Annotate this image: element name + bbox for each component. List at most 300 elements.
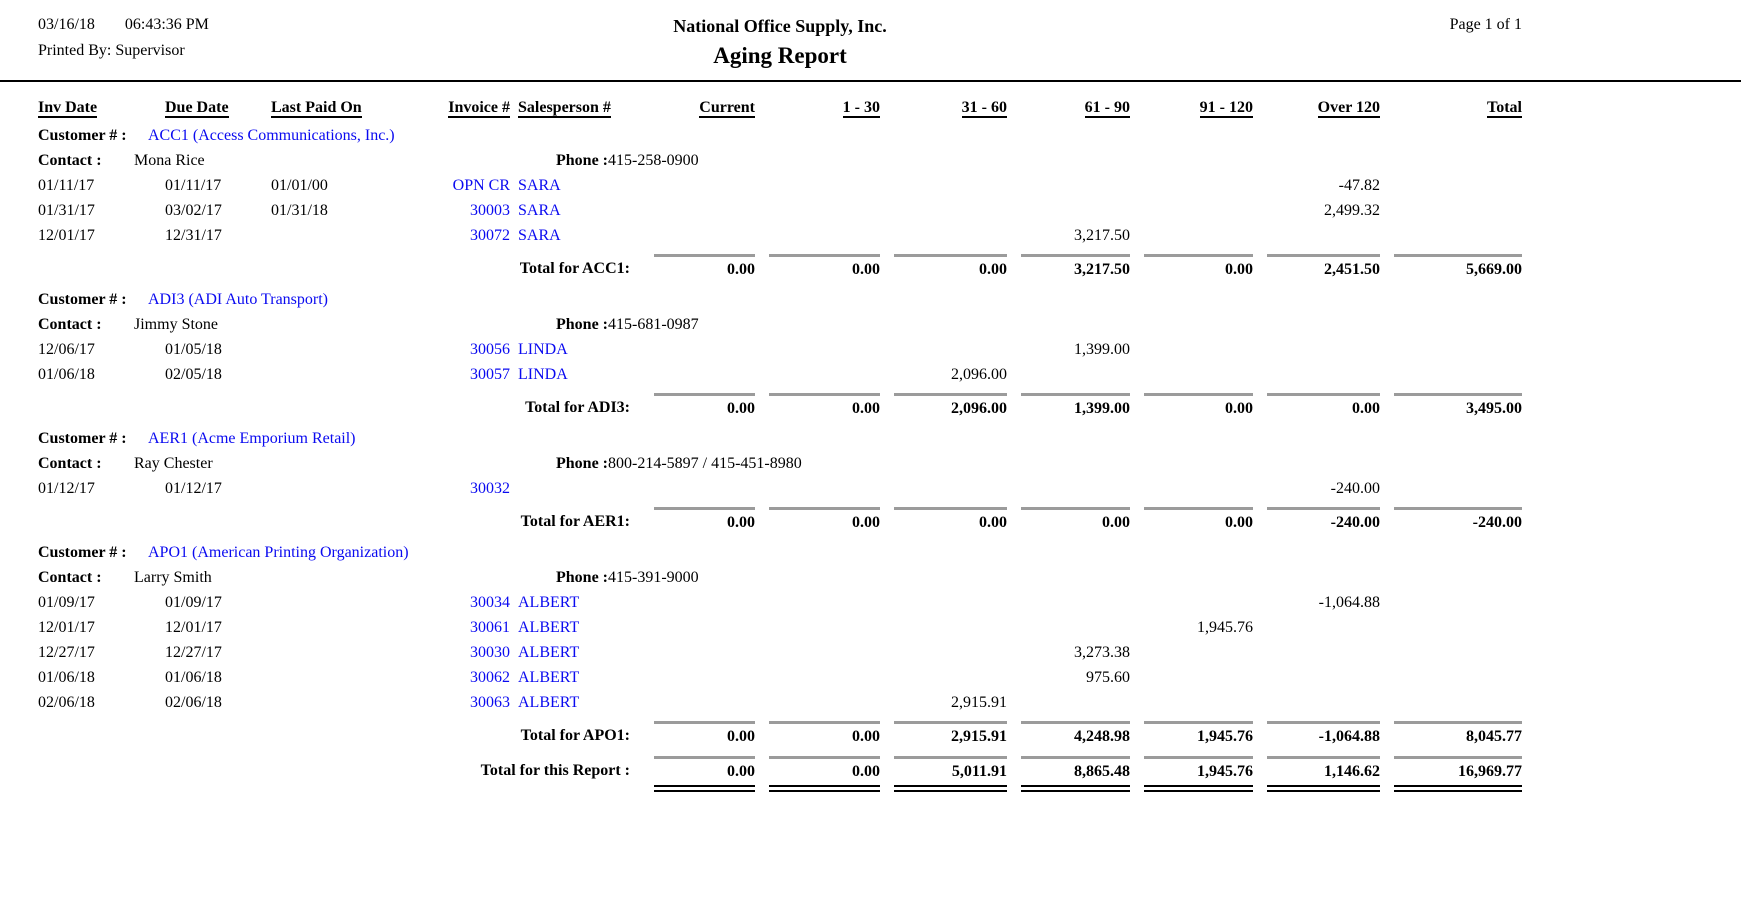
customer-total-row-amount-total-cell <box>1380 254 1522 280</box>
phone-label: Phone : <box>556 569 608 586</box>
header-left <box>38 16 358 69</box>
amount-current <box>640 476 755 501</box>
report-title: Aging Report <box>713 43 847 68</box>
last-paid-cell <box>271 223 416 248</box>
contact-label: Contact : <box>38 152 102 169</box>
col-header-last-paid-on: Last Paid On <box>271 99 362 116</box>
column-rule <box>769 507 880 510</box>
amount-1-30 <box>755 690 880 715</box>
report-total-row-amount-91-120: 1,945.76 <box>1197 763 1253 780</box>
report-total-row-label: Total for this Report : <box>480 762 630 779</box>
amount-91-120: 1,945.76 <box>1197 619 1253 636</box>
column-rule <box>769 393 880 396</box>
customer-total-row-amount-total: -240.00 <box>1472 514 1522 531</box>
customer-total-row <box>38 721 1741 747</box>
phone-label: Phone : <box>556 316 608 333</box>
customer-total-row-amount-total: 3,495.00 <box>1466 400 1522 417</box>
invoice-row <box>38 337 1741 362</box>
contact-row <box>38 148 1741 173</box>
inv-date-cell: 12/27/17 <box>38 644 95 661</box>
amount-91-120 <box>1130 223 1253 248</box>
customer-row <box>38 287 1741 312</box>
column-rule <box>894 756 1007 759</box>
amount-1-30 <box>755 590 880 615</box>
amount-31-60 <box>880 223 1007 248</box>
printed-by-label: Printed By: <box>38 42 112 59</box>
salesperson <box>510 476 640 501</box>
amount-61-90 <box>1007 615 1130 640</box>
contact-label: Contact : <box>38 316 102 333</box>
customer-total-row-label: Total for APO1: <box>520 727 630 744</box>
due-date-cell: 01/09/17 <box>165 594 222 611</box>
contact-label: Contact : <box>38 569 102 586</box>
inv-date-cell: 01/09/17 <box>38 594 95 611</box>
col-header-31-60-cell <box>880 95 1007 120</box>
invoice-row <box>38 173 1741 198</box>
amount-current <box>640 665 755 690</box>
amount-total <box>1380 590 1522 615</box>
amount-over-120 <box>1253 615 1380 640</box>
customer-total-row-amount-31-60-cell <box>880 254 1007 280</box>
amount-over-120 <box>1253 665 1380 690</box>
col-header-invoice: Invoice # <box>448 99 510 116</box>
amount-91-120 <box>1130 173 1253 198</box>
inv-date-cell: 01/31/17 <box>38 202 95 219</box>
amount-61-90: 3,217.50 <box>1074 227 1130 244</box>
amount-1-30 <box>755 173 880 198</box>
contact-row <box>38 451 1741 476</box>
amount-91-120 <box>1130 640 1253 665</box>
inv-date-cell: 02/06/18 <box>38 694 95 711</box>
customer-total-row-amount-total-cell <box>1380 721 1522 747</box>
phone-value: 415-391-9000 <box>608 569 699 586</box>
contact-row <box>38 565 1741 590</box>
invoice-row <box>38 665 1741 690</box>
invoice-number: 30062 <box>470 669 510 686</box>
phone-value: 415-681-0987 <box>608 316 699 333</box>
customer-total-row-amount-61-90: 0.00 <box>1102 514 1130 531</box>
column-rule <box>894 721 1007 724</box>
column-rule <box>1021 507 1130 510</box>
amount-1-30 <box>755 615 880 640</box>
customer-total-row-amount-over-120: -1,064.88 <box>1318 728 1380 745</box>
customer-total-row-amount-61-90: 3,217.50 <box>1074 261 1130 278</box>
col-header-due-date: Due Date <box>165 99 229 116</box>
inv-date-cell: 12/06/17 <box>38 341 95 358</box>
report-total-row-amount-1-30-cell <box>755 756 880 792</box>
column-rule <box>769 721 880 724</box>
col-header-current: Current <box>699 99 755 116</box>
amount-over-120 <box>1253 362 1380 387</box>
due-date-cell: 12/27/17 <box>165 644 222 661</box>
col-header-total-cell <box>1380 95 1522 120</box>
customer-total-row <box>38 254 1741 280</box>
col-header-over-120: Over 120 <box>1317 99 1380 116</box>
customer-total-row-amount-current: 0.00 <box>727 514 755 531</box>
amount-61-90: 1,399.00 <box>1074 341 1130 358</box>
customer-total-row-amount-61-90: 4,248.98 <box>1074 728 1130 745</box>
invoice-row <box>38 362 1741 387</box>
amount-total <box>1380 337 1522 362</box>
inv-date-cell: 01/11/17 <box>38 177 95 194</box>
customer-number-label: Customer # : <box>38 544 127 561</box>
col-header-last-paid-on-cell <box>271 95 416 120</box>
customer-total-row-amount-1-30-cell <box>755 507 880 533</box>
amount-1-30 <box>755 198 880 223</box>
double-underline <box>1021 785 1130 792</box>
customer-number-label: Customer # : <box>38 430 127 447</box>
amount-1-30 <box>755 665 880 690</box>
customer-total-row-amount-total: 8,045.77 <box>1466 728 1522 745</box>
amount-91-120 <box>1130 476 1253 501</box>
report-total-row-amount-91-120-cell <box>1130 756 1253 792</box>
customer-total-row-amount-61-90-cell <box>1007 393 1130 419</box>
due-date-cell: 12/01/17 <box>165 619 222 636</box>
inv-date-cell: 12/01/17 <box>38 619 95 636</box>
phone-label: Phone : <box>556 152 608 169</box>
customer-total-row-amount-over-120-cell <box>1253 254 1380 280</box>
amount-total <box>1380 615 1522 640</box>
customer-total-row-amount-91-120-cell <box>1130 393 1253 419</box>
amount-91-120 <box>1130 690 1253 715</box>
column-header-row <box>38 95 1741 120</box>
salesperson: ALBERT <box>518 669 580 686</box>
last-paid-cell <box>271 615 416 640</box>
amount-current <box>640 615 755 640</box>
amount-91-120 <box>1130 590 1253 615</box>
invoice-number: 30061 <box>470 619 510 636</box>
inv-date-cell: 01/06/18 <box>38 366 95 383</box>
amount-61-90 <box>1007 476 1130 501</box>
amount-total <box>1380 476 1522 501</box>
amount-over-120 <box>1253 640 1380 665</box>
contact-name: Mona Rice <box>134 152 205 169</box>
company-name: National Office Supply, Inc. <box>673 16 887 36</box>
col-header-salesperson-cell <box>510 95 640 120</box>
amount-91-120 <box>1130 362 1253 387</box>
last-paid-cell: 01/01/00 <box>271 177 328 194</box>
amount-31-60 <box>880 590 1007 615</box>
column-rule <box>654 393 755 396</box>
customer-number-label: Customer # : <box>38 291 127 308</box>
last-paid-cell <box>271 476 416 501</box>
amount-61-90 <box>1007 198 1130 223</box>
report-total-row <box>38 756 1741 792</box>
column-rule <box>1394 756 1522 759</box>
customer-total-row-amount-31-60-cell <box>880 507 1007 533</box>
customer-name: AER1 (Acme Emporium Retail) <box>148 430 356 447</box>
invoice-number: 30034 <box>470 594 510 611</box>
invoice-row <box>38 476 1741 501</box>
amount-over-120: -47.82 <box>1338 177 1380 194</box>
last-paid-cell <box>271 665 416 690</box>
amount-1-30 <box>755 337 880 362</box>
amount-current <box>640 590 755 615</box>
amount-total <box>1380 690 1522 715</box>
customer-total-row-amount-91-120-cell <box>1130 721 1253 747</box>
amount-61-90: 975.60 <box>1086 669 1130 686</box>
column-rule <box>894 507 1007 510</box>
amount-current <box>640 640 755 665</box>
due-date-cell: 02/06/18 <box>165 694 222 711</box>
customer-total-row-amount-current: 0.00 <box>727 728 755 745</box>
amount-total <box>1380 198 1522 223</box>
amount-over-120: -240.00 <box>1330 480 1380 497</box>
customer-total-row-amount-31-60-cell <box>880 721 1007 747</box>
customer-total-row-amount-total-cell <box>1380 507 1522 533</box>
amount-31-60 <box>880 476 1007 501</box>
amount-1-30 <box>755 223 880 248</box>
salesperson: ALBERT <box>518 644 580 661</box>
inv-date-cell: 01/06/18 <box>38 669 95 686</box>
contact-label: Contact : <box>38 455 102 472</box>
customer-total-row-amount-31-60: 2,915.91 <box>951 728 1007 745</box>
phone <box>556 148 699 173</box>
customer-total-row-amount-current-cell <box>640 721 755 747</box>
col-header-31-60: 31 - 60 <box>961 99 1007 116</box>
amount-31-60 <box>880 615 1007 640</box>
column-rule <box>769 756 880 759</box>
customer-total-row-amount-over-120: 0.00 <box>1352 400 1380 417</box>
customer-total-row <box>38 507 1741 533</box>
phone-label: Phone : <box>556 455 608 472</box>
invoice-row <box>38 640 1741 665</box>
column-rule <box>1144 507 1253 510</box>
contact-name: Larry Smith <box>134 569 212 586</box>
customer-row <box>38 123 1741 148</box>
invoice-number: 30056 <box>470 341 510 358</box>
customer-total-row-amount-61-90-cell <box>1007 507 1130 533</box>
amount-31-60: 2,096.00 <box>951 366 1007 383</box>
column-rule <box>654 254 755 257</box>
amount-31-60 <box>880 640 1007 665</box>
amount-61-90 <box>1007 362 1130 387</box>
customer-name: APO1 (American Printing Organization) <box>148 544 409 561</box>
due-date-cell: 01/05/18 <box>165 341 222 358</box>
amount-current <box>640 198 755 223</box>
amount-91-120 <box>1130 665 1253 690</box>
customer-total-row-amount-91-120: 0.00 <box>1225 514 1253 531</box>
amount-91-120 <box>1130 337 1253 362</box>
customer-name: ADI3 (ADI Auto Transport) <box>148 291 328 308</box>
amount-current <box>640 173 755 198</box>
invoice-row <box>38 590 1741 615</box>
customer-total-row-amount-over-120: 2,451.50 <box>1324 261 1380 278</box>
salesperson: ALBERT <box>518 594 580 611</box>
customer-total-row-amount-current-cell <box>640 254 755 280</box>
customer-total-row-amount-1-30: 0.00 <box>852 728 880 745</box>
amount-total <box>1380 665 1522 690</box>
customer-total-row-amount-current: 0.00 <box>727 400 755 417</box>
amount-31-60 <box>880 173 1007 198</box>
report-rows <box>38 123 1741 792</box>
customer-total-row <box>38 393 1741 419</box>
double-underline <box>769 785 880 792</box>
customer-total-row-amount-91-120: 0.00 <box>1225 400 1253 417</box>
customer-total-row-amount-1-30-cell <box>755 254 880 280</box>
column-rule <box>1144 254 1253 257</box>
column-rule <box>1021 756 1130 759</box>
col-header-61-90-cell <box>1007 95 1130 120</box>
double-underline <box>1267 785 1380 792</box>
amount-1-30 <box>755 476 880 501</box>
salesperson: SARA <box>518 177 561 194</box>
column-rule <box>1021 254 1130 257</box>
col-header-1-30: 1 - 30 <box>842 99 880 116</box>
report-header <box>0 0 1741 69</box>
col-header-91-120: 91 - 120 <box>1199 99 1253 116</box>
customer-total-row-amount-31-60: 2,096.00 <box>951 400 1007 417</box>
col-header-1-30-cell <box>755 95 880 120</box>
report-total-row-amount-over-120: 1,146.62 <box>1324 763 1380 780</box>
customer-row <box>38 426 1741 451</box>
due-date-cell: 02/05/18 <box>165 366 222 383</box>
last-paid-cell <box>271 590 416 615</box>
report-total-row-amount-total: 16,969.77 <box>1458 763 1522 780</box>
last-paid-cell <box>271 640 416 665</box>
col-header-total: Total <box>1487 99 1522 116</box>
customer-total-row-amount-current-cell <box>640 393 755 419</box>
print-date: 03/16/18 <box>38 16 95 33</box>
column-rule <box>1394 507 1522 510</box>
customer-total-row-amount-1-30: 0.00 <box>852 400 880 417</box>
column-rule <box>769 254 880 257</box>
amount-over-120: -1,064.88 <box>1318 594 1380 611</box>
customer-total-row-amount-61-90: 1,399.00 <box>1074 400 1130 417</box>
report-total-row-amount-current-cell <box>640 756 755 792</box>
column-rule <box>654 721 755 724</box>
amount-1-30 <box>755 362 880 387</box>
col-header-invoice-cell <box>416 95 510 120</box>
last-paid-cell <box>271 337 416 362</box>
phone <box>556 451 802 476</box>
amount-total <box>1380 223 1522 248</box>
printed-by <box>38 42 358 60</box>
invoice-number: 30003 <box>470 202 510 219</box>
column-rule <box>1144 756 1253 759</box>
amount-31-60 <box>880 665 1007 690</box>
phone-value: 415-258-0900 <box>608 152 699 169</box>
customer-total-row-label: Total for ADI3: <box>525 399 630 416</box>
amount-61-90 <box>1007 590 1130 615</box>
double-underline <box>1144 785 1253 792</box>
amount-1-30 <box>755 640 880 665</box>
salesperson: ALBERT <box>518 619 580 636</box>
amount-over-120 <box>1253 690 1380 715</box>
customer-total-row-amount-over-120-cell <box>1253 507 1380 533</box>
col-header-inv-date: Inv Date <box>38 99 98 116</box>
double-underline <box>894 785 1007 792</box>
customer-total-row-amount-91-120: 0.00 <box>1225 261 1253 278</box>
column-rule <box>1267 254 1380 257</box>
column-rule <box>1394 393 1522 396</box>
header-center <box>358 16 1202 69</box>
column-rule <box>894 254 1007 257</box>
invoice-row <box>38 615 1741 640</box>
page-indicator: Page 1 of 1 <box>1449 16 1522 33</box>
report-total-row-amount-31-60-cell <box>880 756 1007 792</box>
invoice-row <box>38 223 1741 248</box>
customer-total-row-amount-31-60: 0.00 <box>979 514 1007 531</box>
col-header-current-cell <box>640 95 755 120</box>
due-date-cell: 03/02/17 <box>165 202 222 219</box>
invoice-number: 30057 <box>470 366 510 383</box>
invoice-number: OPN CR <box>452 177 510 194</box>
amount-61-90 <box>1007 173 1130 198</box>
column-rule <box>1267 393 1380 396</box>
col-header-inv-date-cell <box>38 95 165 120</box>
amount-total <box>1380 362 1522 387</box>
col-header-over-120-cell <box>1253 95 1380 120</box>
customer-total-row-label: Total for ACC1: <box>519 260 630 277</box>
customer-total-row-amount-31-60: 0.00 <box>979 261 1007 278</box>
customer-total-row-amount-61-90-cell <box>1007 254 1130 280</box>
col-header-61-90: 61 - 90 <box>1084 99 1130 116</box>
report-total-row-amount-31-60: 5,011.91 <box>951 763 1007 780</box>
column-rule <box>1144 721 1253 724</box>
invoice-row <box>38 690 1741 715</box>
due-date-cell: 01/11/17 <box>165 177 222 194</box>
customer-total-row-amount-31-60-cell <box>880 393 1007 419</box>
last-paid-cell <box>271 362 416 387</box>
invoice-number: 30072 <box>470 227 510 244</box>
customer-total-row-amount-1-30-cell <box>755 721 880 747</box>
amount-current <box>640 223 755 248</box>
salesperson: LINDA <box>518 366 568 383</box>
amount-61-90 <box>1007 690 1130 715</box>
amount-over-120 <box>1253 223 1380 248</box>
phone-value: 800-214-5897 / 415-451-8980 <box>608 455 802 472</box>
double-underline <box>1394 785 1522 792</box>
amount-current <box>640 337 755 362</box>
customer-total-row-amount-over-120: -240.00 <box>1330 514 1380 531</box>
report-total-row-amount-total-cell <box>1380 756 1522 792</box>
salesperson: LINDA <box>518 341 568 358</box>
customer-total-row-amount-total-cell <box>1380 393 1522 419</box>
double-underline <box>654 785 755 792</box>
last-paid-cell: 01/31/18 <box>271 202 328 219</box>
invoice-number: 30032 <box>470 480 510 497</box>
customer-row <box>38 540 1741 565</box>
column-rule <box>1394 721 1522 724</box>
invoice-number: 30030 <box>470 644 510 661</box>
inv-date-cell: 12/01/17 <box>38 227 95 244</box>
column-rule <box>1144 393 1253 396</box>
column-rule <box>1021 721 1130 724</box>
col-header-salesperson: Salesperson # <box>518 99 611 116</box>
print-time: 06:43:36 PM <box>124 16 209 33</box>
customer-total-row-amount-over-120-cell <box>1253 393 1380 419</box>
amount-over-120 <box>1253 337 1380 362</box>
column-rule <box>1267 756 1380 759</box>
invoice-row <box>38 198 1741 223</box>
col-header-due-date-cell <box>165 95 271 120</box>
customer-total-row-amount-1-30: 0.00 <box>852 261 880 278</box>
amount-31-60 <box>880 198 1007 223</box>
salesperson: SARA <box>518 202 561 219</box>
amount-31-60: 2,915.91 <box>951 694 1007 711</box>
amount-91-120 <box>1130 198 1253 223</box>
salesperson: SARA <box>518 227 561 244</box>
report-total-row-amount-1-30: 0.00 <box>852 763 880 780</box>
customer-total-row-amount-over-120-cell <box>1253 721 1380 747</box>
salesperson: ALBERT <box>518 694 580 711</box>
customer-total-row-amount-total: 5,669.00 <box>1466 261 1522 278</box>
column-rule <box>1021 393 1130 396</box>
contact-name: Jimmy Stone <box>134 316 219 333</box>
col-header-91-120-cell <box>1130 95 1253 120</box>
report-body <box>0 82 1741 792</box>
